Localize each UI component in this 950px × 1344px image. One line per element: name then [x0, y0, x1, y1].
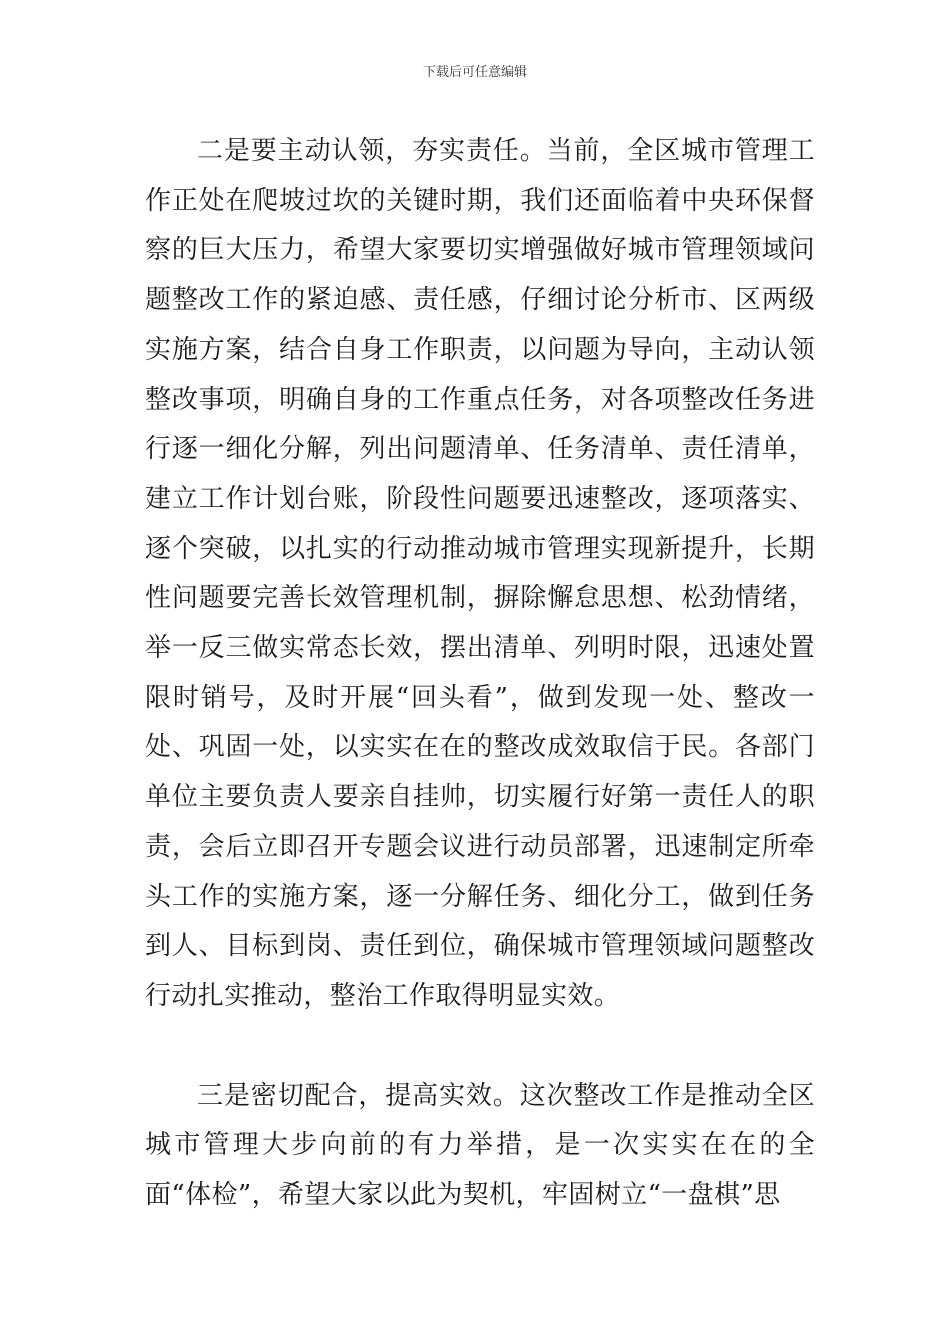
document-body [145, 127, 815, 1221]
paragraph-cooperation: 三是密切配合，提高实效。这次整改工作是推动全区城市管理大步向前的有力举措，是一次实实在在的全面“体检”，希望大家以此为契机，牢固树立“一盘棋”思 [145, 1080, 815, 1211]
page-header-note: 下载后可任意编辑 [422, 65, 527, 80]
paragraph-responsibility: 二是要主动认领，夯实责任。当前，全区城市管理工作正处在爬坡过坎的关键时期，我们还面临着中央环保督察的巨大压力，希望大家要切实增强做好城市管理领域问题整改工作的紧迫感、责任感，仔细讨论分析市、区两级实施方案，结合自身工作职责，以问题为导向，主动认领整改事项，明确自身的工作重点任务，对各项整改任务进行逐一细化分解，列出问题清单、任务清单、责任清单，建立工作计划台账，阶段性问题要迅速整改，逐项落实、逐个突破，以扎实的行动推动城市管理实现新提升，长期性问题要完善长效管理机制，摒除懈怠思想、松劲情绪，举一反三做实常态长效，摆出清单、列明时限，迅速处置限时销号，及时开展“回头看”，做到发现一处、整改一处、巩固一处，以实实在在的整改成效取信于民。各部门单位主要负责人要亲自挂帅，切实履行好第一责任人的职责，会后立即召开专题会议进行动员部署，迅速制定所牵头工作的实施方案，逐一分解任务、细化分工，做到任务到人、目标到岗、责任到位，确保城市管理领域问题整改行动扎实推动，整治工作取得明显实效。 [145, 136, 815, 1011]
